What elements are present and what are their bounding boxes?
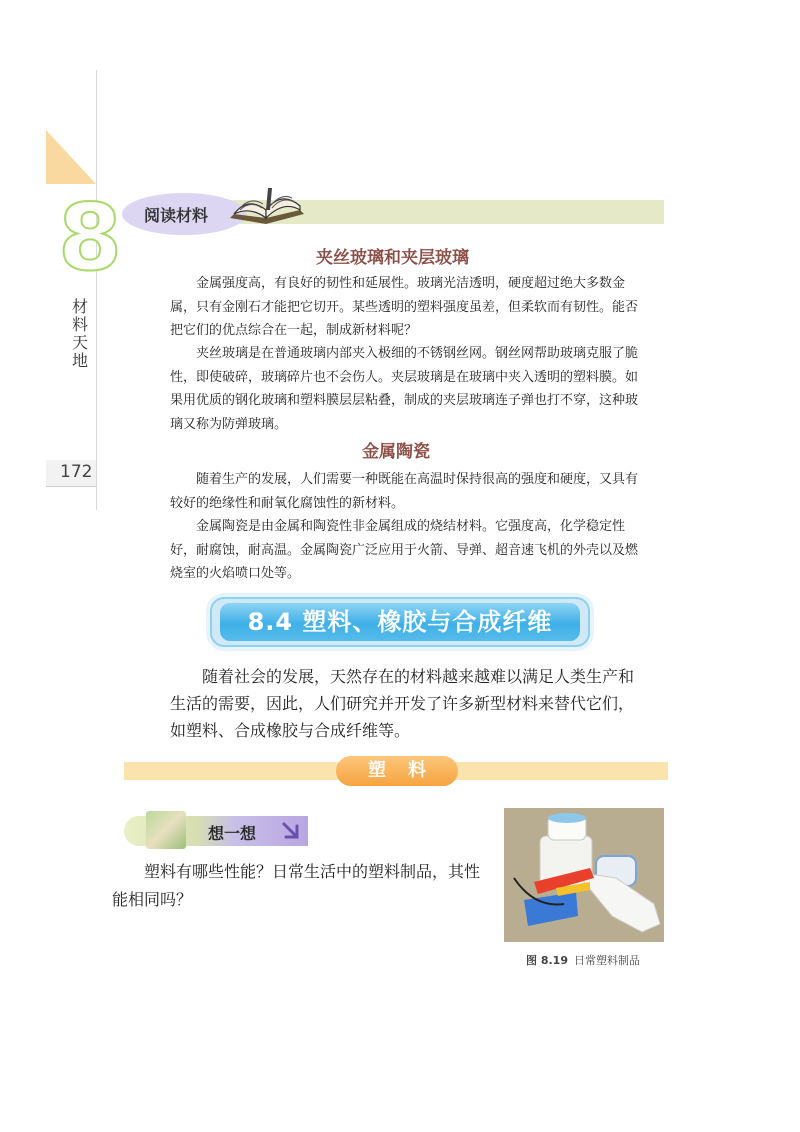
reading-paragraph-4: 金属陶瓷是由金属和陶瓷性非金属组成的烧结材料。它强度高，化学稳定性好，耐腐蚀，耐高温。金属陶瓷广泛应用于火箭、导弹、超音速飞机的外壳以及燃烧室的火焰喷口处等。 [170,519,639,581]
thinking-person-image [146,811,186,849]
reading-heading-glass: 夹丝玻璃和夹层玻璃 [316,248,469,268]
chapter-label: 材料天地 [72,297,89,370]
plastic-products-photo [504,808,664,942]
figure-caption-text: 日常塑料制品 [573,954,640,967]
section-title: 8.4 塑料、橡胶与合成纤维 [247,608,553,636]
chapter-number: 8 [58,184,123,291]
arrow-down-right-icon [280,820,302,842]
page-number-rule [46,486,96,487]
corner-triangle-decoration [46,130,96,184]
figure-number: 图 8.19 [526,954,568,967]
think-label: 想一想 [208,824,257,843]
reading-paragraph-2: 夹丝玻璃是在普通玻璃内部夹入极细的不锈钢丝网。钢丝网帮助玻璃克服了脆性，即使破碎，玻璃碎片也不会伤人。夹层玻璃是在玻璃中夹入透明的塑料膜。如果用优质的钢化玻璃和塑料膜层层粘叠，制成的夹层玻璃连子弹也打不穿，这种玻璃又称为防弹玻璃。 [170,346,639,432]
open-book-icon [226,184,308,228]
reading-heading-cermet: 金属陶瓷 [362,442,430,462]
reading-paragraph-1: 金属强度高，有良好的韧性和延展性。玻璃光洁透明，硬度超过绝大多数金属，只有金刚石才能把它切开。某些透明的塑料强度虽差，但柔软而有韧性。能否把它们的优点综合在一起，制成新材料呢？ [170,276,639,338]
plastics-heading: 塑料 [368,760,448,781]
reading-paragraph-3: 随着生产的发展，人们需要一种既能在高温时保持很高的强度和硬度，又具有较好的绝缘性和耐氧化腐蚀性的新材料。 [170,472,639,511]
page-number: 172 [60,462,93,482]
figure-caption [526,952,640,968]
think-question: 塑料有哪些性能？日常生活中的塑料制品，其性能相同吗？ [112,862,481,909]
reading-banner-label: 阅读材料 [144,206,209,225]
section-intro: 随着社会的发展，天然存在的材料越来越难以满足人类生产和生活的需要，因此，人们研究并开发了许多新型材料来替代它们，如塑料、合成橡胶与合成纤维等。 [170,667,635,740]
